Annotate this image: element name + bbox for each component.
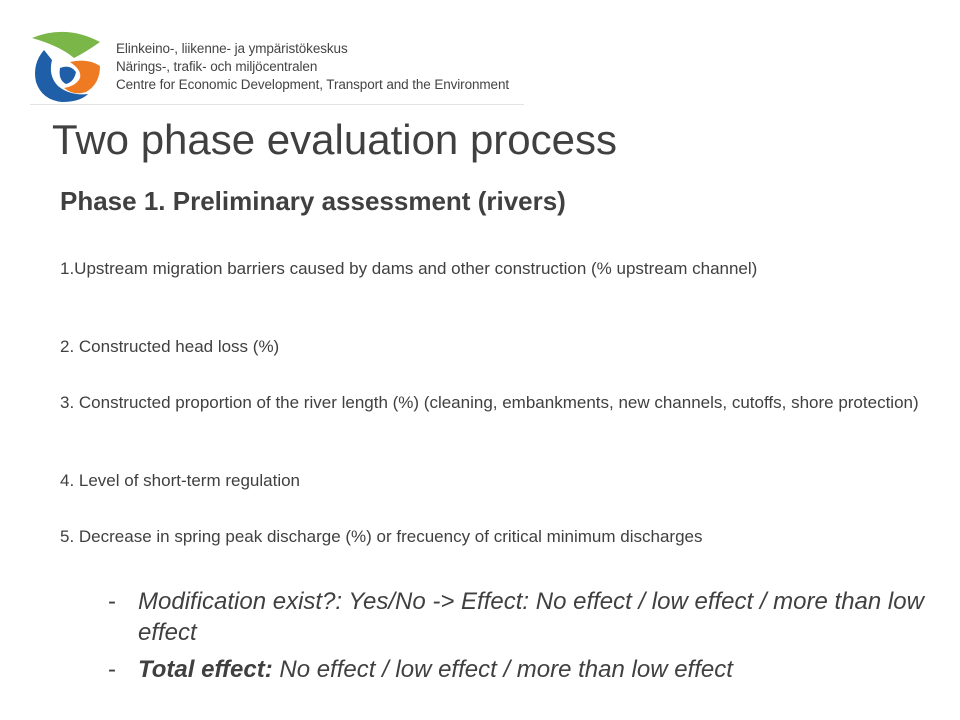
header-banner: [30, 26, 524, 105]
effect-bullet-bold-label: Total effect:: [138, 656, 273, 683]
effect-bullet-total: [108, 654, 928, 685]
effect-bullet-text: Modification exist?: Yes/No -> Effect: No effect / low effect / more than low effect: [138, 588, 924, 646]
org-name-english: Centre for Economic Development, Transport and the Environment: [116, 77, 509, 92]
org-name-finnish: Elinkeino-, liikenne- ja ympäristökeskus: [116, 41, 348, 56]
dash-marker: -: [108, 588, 116, 615]
slide-title: Two phase evaluation process: [52, 116, 618, 163]
organization-name: [116, 40, 509, 94]
slide-subtitle: Phase 1. Preliminary assessment (rivers): [60, 186, 566, 216]
criterion-item-1: 1.Upstream migration barriers caused by dams and other construction (% upstream channel): [60, 259, 758, 278]
criterion-item-4: 4. Level of short-term regulation: [60, 471, 301, 490]
criterion-item-5: 5. Decrease in spring peak discharge (%) or frecuency of critical minimum discharges: [60, 527, 703, 546]
dash-marker: -: [108, 656, 116, 683]
criterion-item-2: 2. Constructed head loss (%): [60, 337, 280, 356]
effect-bullet-content: [138, 654, 928, 685]
effect-bullet-text: No effect / low effect / more than low effect: [272, 656, 733, 683]
ely-centre-logo-icon: [30, 28, 104, 104]
org-name-swedish: Närings-, trafik- och miljöcentralen: [116, 59, 318, 74]
effect-bullet-modification: [108, 586, 928, 648]
criterion-item-3: 3. Constructed proportion of the river length (%) (cleaning, embankments, new channels, cutoffs, shore protection): [60, 393, 919, 412]
